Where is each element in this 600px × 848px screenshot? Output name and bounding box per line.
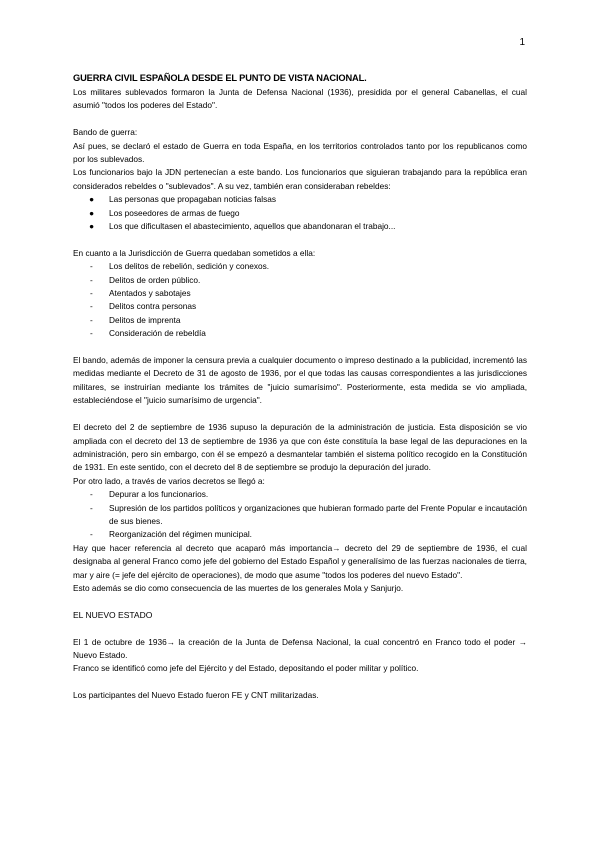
nuevo-estado-heading: EL NUEVO ESTADO [73, 609, 153, 620]
decretos-intro: Por otro lado, a través de varios decretos se llegó a: [73, 475, 265, 486]
list-item: - Delitos de orden público. [90, 274, 201, 285]
list-item: - Depurar a los funcionarios. [90, 489, 209, 500]
list-item: ● Las personas que propagaban noticias falsas [73, 193, 527, 206]
document-title: GUERRA CIVIL ESPAÑOLA DESDE EL PUNTO DE VISTA NACIONAL. [73, 73, 367, 83]
document-body [73, 72, 527, 703]
list-item: - Delitos de imprenta [90, 314, 181, 325]
decreto-paragraph: El decreto del 2 de septiembre de 1936 supuso la depuración de la administración de justicia. Esta disposición se vio ampliada con el decreto del 13 de septiembre de 1936 ya que con éste constituía la base legal de las depuraciones en la administración, pero sin embargo, con él se empezó a desmantelar también el sistema político recogido en la Constitución de 1931. En este sentido, con el decreto del 8 de septiembre se produjo la depuración del jurado. [73, 422, 527, 473]
bullet-mark: ● [89, 207, 95, 218]
list-item: - Reorganización del régimen municipal. [90, 529, 252, 540]
list-item: ● Los que dificultasen el abastecimiento, aquellos que abandonaran el trabajo... [73, 220, 527, 233]
franco-paragraph: Franco se identificó como jefe del Ejército y del Estado, depositando el poder militar y político. [73, 663, 419, 674]
jurisdiccion-intro: En cuanto a la Jurisdicción de Guerra quedaban sometidos a ella: [73, 247, 316, 258]
bando-paragraph-2: Los funcionarios bajo la JDN pertenecían a este bando. Los funcionarios que siguieran trabajando para la república eran considerados rebeldes o "sublevados". A su vez, también eran consideraban rebeldes: [73, 167, 527, 191]
decreto29-paragraph: Hay que hacer referencia al decreto que acaparó más importancia→ decreto del 29 de septiembre de 1936, el cual designaba al general Franco como jefe del gobierno del Estado Español y generalísimo de las fuerzas nacionales de tierra, mar y aire (= jefe del ejército de operaciones), de modo que asume "todos los poderes del nuevo Estado". [73, 542, 527, 580]
bullet-mark: ● [89, 194, 95, 205]
list-item: - Los delitos de rebelión, sedición y conexos. [90, 261, 270, 272]
rebeldes-list [73, 193, 527, 233]
intro-paragraph: Los militares sublevados formaron la Junta de Defensa Nacional (1936), presidida por el general Cabanellas, el cual asumió "todos los poderes del Estado". [73, 87, 527, 111]
list-item: - Delitos contra personas [90, 301, 197, 312]
bullet-mark: ● [89, 221, 95, 232]
decretos-list [73, 488, 527, 542]
muertes-paragraph: Esto además se dio como consecuencia de las muertes de los generales Mola y Sanjurjo. [73, 582, 404, 593]
participantes-paragraph: Los participantes del Nuevo Estado fueron FE y CNT militarizadas. [73, 690, 319, 701]
page-number: 1 [519, 37, 525, 48]
list-item: ● Los poseedores de armas de fuego [73, 207, 527, 220]
list-item: - Consideración de rebeldía [90, 328, 206, 339]
octubre-paragraph: El 1 de octubre de 1936→ la creación de la Junta de Defensa Nacional, la cual concentró en Franco todo el poder → Nuevo Estado. [73, 636, 527, 660]
list-item: - Atentados y sabotajes [90, 288, 191, 299]
list-item: - Supresión de los partidos políticos y organizaciones que hubieran formado parte del Frente Popular e incautación de sus bienes. [90, 502, 527, 526]
censura-paragraph: El bando, además de imponer la censura previa a cualquier documento o impreso destinado a la publicidad, incrementó las medidas mediante el Decreto de 31 de agosto de 1936, por el que todas las causas correspondientes a las jurisdicciones militares, se instruirían mediante los trámites de "juicio sumarísimo". Posteriormente, esta medida se vio ampliada, estableciéndose el "juicio sumarísimo de urgencia". [73, 355, 527, 406]
bando-heading: Bando de guerra: [73, 127, 138, 138]
bando-paragraph-1: Así pues, se declaró el estado de Guerra en toda España, en los territorios controlados tanto por los republicanos como por los sublevados. [73, 140, 527, 165]
delitos-list [73, 260, 527, 340]
